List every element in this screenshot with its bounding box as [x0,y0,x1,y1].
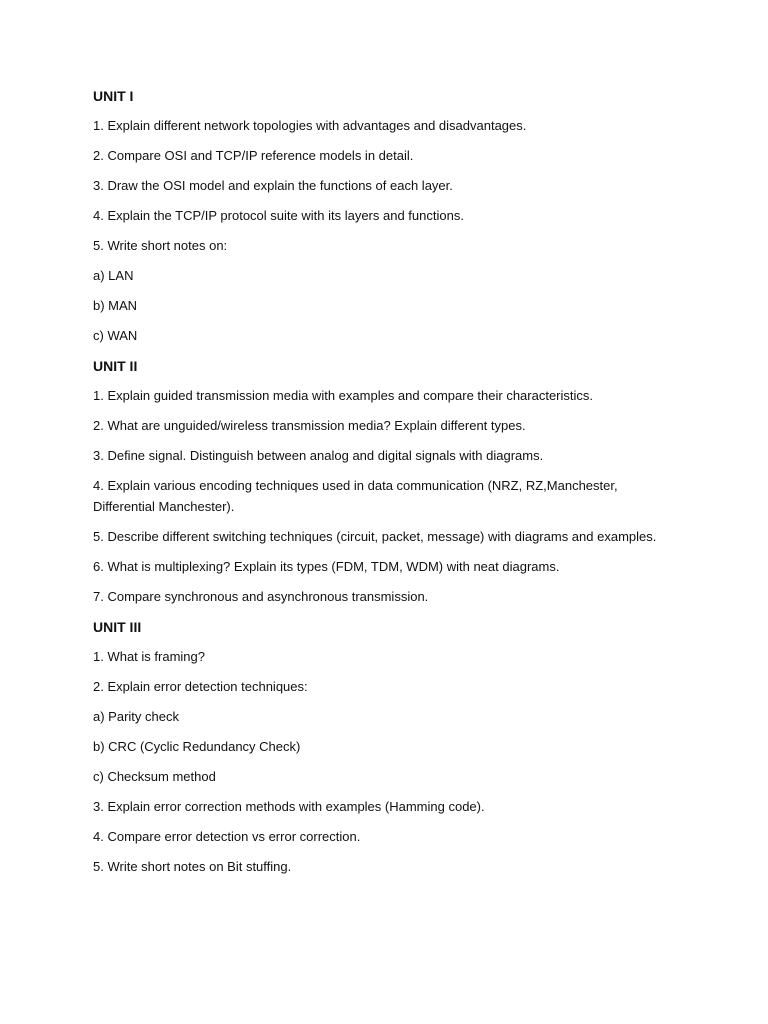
sub-item-line: b) MAN [93,298,138,313]
question-line: 3. Explain error correction methods with examples (Hamming code). [93,798,485,814]
unit-heading: UNIT II [93,358,138,374]
unit-heading: UNIT III [93,618,142,635]
question-line: 1. Explain different network topologies with advantages and disadvantages. [93,118,527,133]
question-line: 4. Compare error detection vs error correction. [93,828,361,844]
question-line: 4. Explain the TCP/IP protocol suite with its layers and functions. [93,208,464,223]
question-line: 2. Explain error detection techniques: [93,678,308,694]
question-line: 2. Compare OSI and TCP/IP reference models in detail. [93,148,414,163]
question-line: 5. Write short notes on: [93,238,228,253]
sub-item-line: c) WAN [93,328,138,343]
unit-heading: UNIT I [93,88,134,104]
question-line: 5. Describe different switching techniques (circuit, packet, message) with diagrams and examples. [93,528,657,544]
unit-1-section [93,86,678,347]
sub-item-line: b) CRC (Cyclic Redundancy Check) [93,738,301,754]
sub-item-line: a) Parity check [93,708,179,724]
question-line: 1. What is framing? [93,648,205,664]
question-line: 1. Explain guided transmission media with examples and compare their characteristics. [93,388,594,403]
question-line: 2. What are unguided/wireless transmission media? Explain different types. [93,418,526,433]
document-page [93,86,678,887]
question-line: 4. Explain various encoding techniques used in data communication (NRZ, RZ,Manchester, Differential Manchester). [93,478,618,514]
question-line: 6. What is multiplexing? Explain its types (FDM, TDM, WDM) with neat diagrams. [93,558,560,574]
question-line: 5. Write short notes on Bit stuffing. [93,858,292,874]
question-line: 3. Define signal. Distinguish between analog and digital signals with diagrams. [93,448,544,463]
sub-item-line: c) Checksum method [93,768,216,784]
unit-2-section [93,356,678,607]
unit-3-section [93,617,678,878]
question-line: 7. Compare synchronous and asynchronous transmission. [93,588,429,604]
question-line: 3. Draw the OSI model and explain the functions of each layer. [93,178,453,193]
sub-item-line: a) LAN [93,268,134,283]
